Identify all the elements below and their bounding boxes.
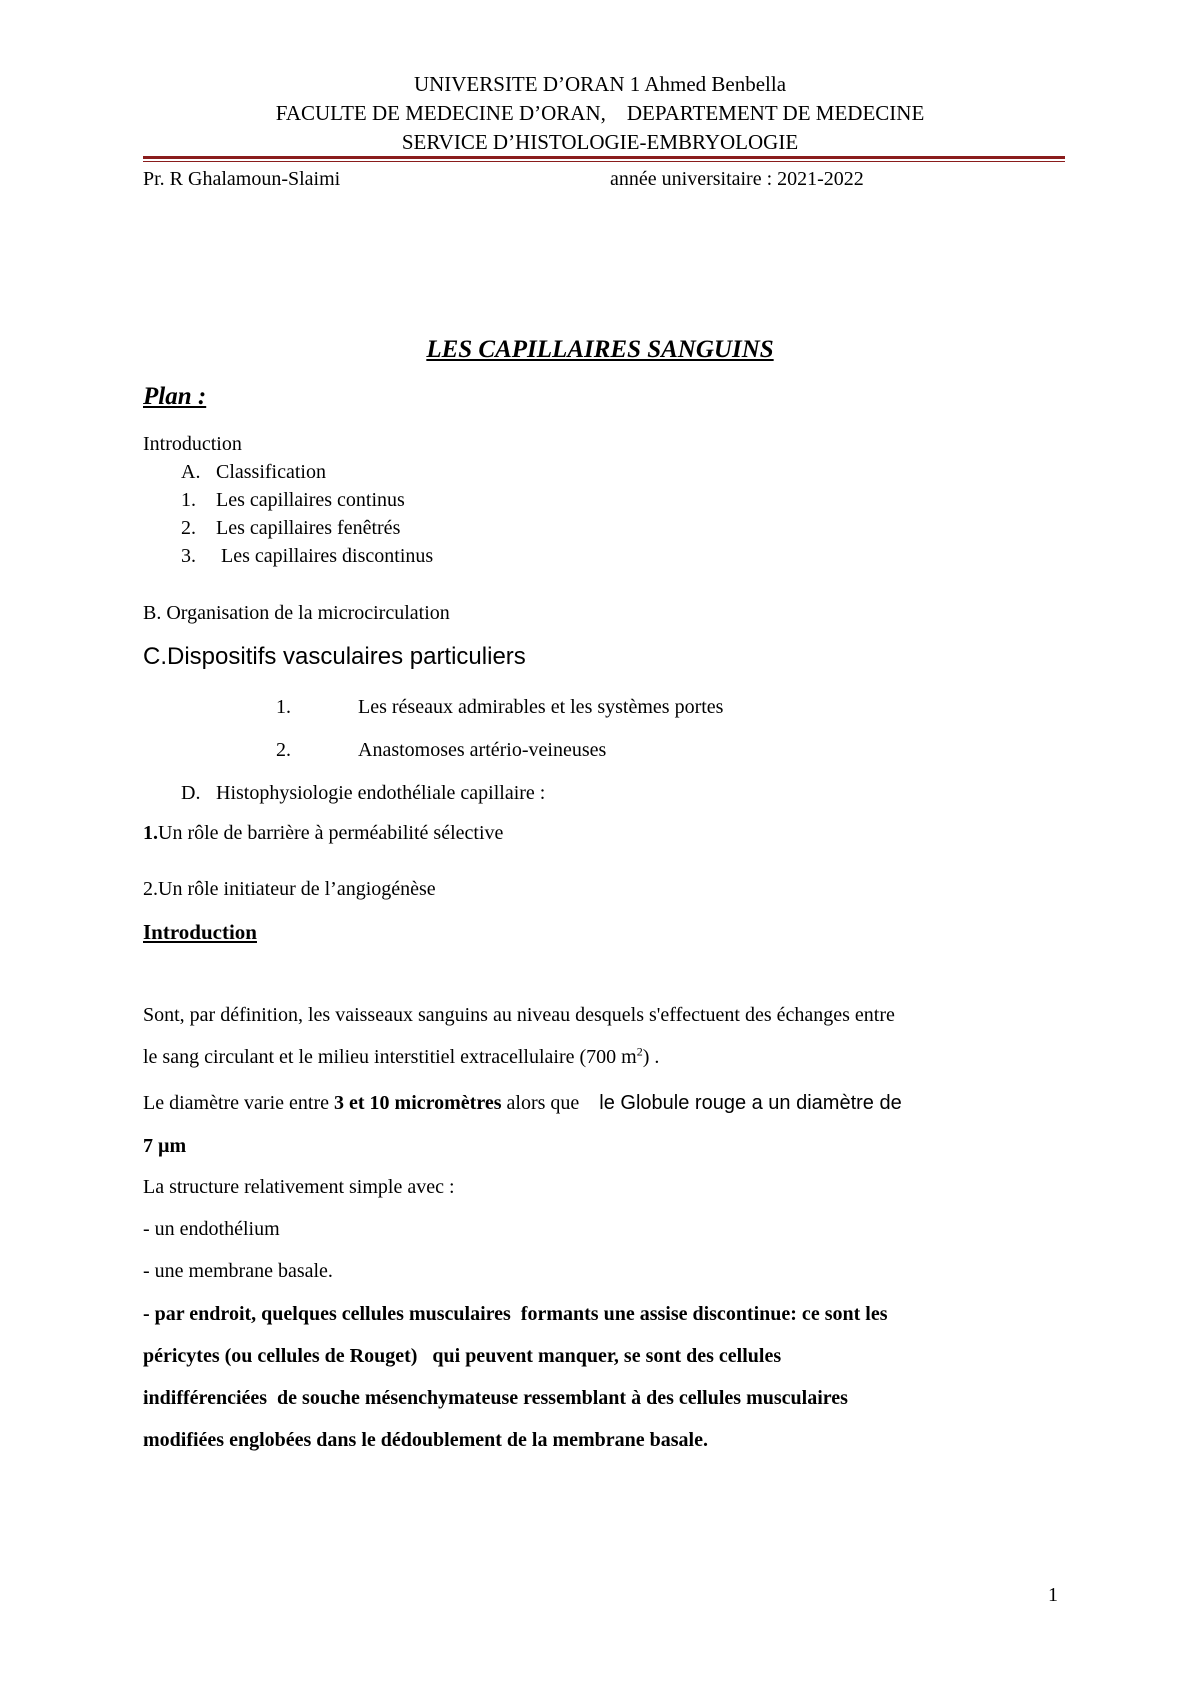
intro-list-item: - un endothélium — [143, 1218, 280, 1240]
header-author: Pr. R Ghalamoun-Slaimi — [143, 168, 341, 190]
plan-a-label: A. — [181, 461, 201, 483]
plan-c-item-text: Les réseaux admirables et les systèmes portes — [358, 696, 724, 718]
plan-b: B. Organisation de la microcirculation — [143, 602, 450, 624]
document-title: LES CAPILLAIRES SANGUINS — [426, 336, 774, 363]
plan-d1-text: Un rôle de barrière à perméabilité sélective — [158, 822, 504, 844]
plan-item-text: Les capillaires continus — [216, 489, 405, 511]
plan-item-text: Les capillaires discontinus — [216, 545, 434, 567]
intro-bold-line: modifiées englobées dans le dédoublement de la membrane basale. — [143, 1429, 708, 1451]
header-rule-thin — [143, 161, 1065, 162]
intro-p2 — [143, 1092, 902, 1115]
plan-d2: 2.Un rôle initiateur de l’angiogénèse — [143, 878, 436, 900]
plan-item-num: 1. — [181, 489, 196, 511]
superscript-2: 2 — [636, 1044, 643, 1059]
page-number: 1 — [1048, 1584, 1058, 1606]
header-year: année universitaire : 2021-2022 — [610, 168, 864, 190]
plan-c-item-num: 2. — [276, 739, 291, 761]
intro-list-item: - une membrane basale. — [143, 1260, 333, 1282]
intro-p2-value: 7 µm — [143, 1135, 187, 1157]
header-faculty: FACULTE DE MEDECINE D’ORAN, DEPARTEMENT DE MEDECINE — [275, 101, 925, 125]
plan-d1 — [143, 822, 503, 845]
intro-p2-bold: 3 et 10 micromètres — [334, 1092, 502, 1114]
plan-intro: Introduction — [143, 433, 242, 455]
intro-heading: Introduction — [143, 920, 257, 944]
intro-p1-line2-text: le sang circulant et le milieu interstitiel extracellulaire (700 m — [143, 1046, 637, 1068]
intro-p2-text: Le diamètre varie entre — [143, 1092, 334, 1114]
intro-bold-line: indifférenciées de souche mésenchymateuse ressemblant à des cellules musculaires — [143, 1387, 848, 1409]
intro-p3: La structure relativement simple avec : — [143, 1176, 455, 1198]
plan-heading: Plan : — [143, 383, 207, 410]
plan-item-num: 2. — [181, 517, 196, 539]
intro-p1-line2-end: ) . — [642, 1046, 660, 1068]
intro-p1-line1: Sont, par définition, les vaisseaux sanguins au niveau desquels s'effectuent des échanges entre — [143, 1004, 895, 1026]
header-service: SERVICE D’HISTOLOGIE-EMBRYOLOGIE — [401, 130, 799, 154]
plan-c-item-num: 1. — [276, 696, 291, 718]
plan-c-item-text: Anastomoses artério-veineuses — [358, 739, 607, 761]
intro-bold-line: péricytes (ou cellules de Rouget) qui peuvent manquer, se sont des cellules — [143, 1345, 782, 1367]
plan-d-label: D. — [181, 782, 201, 804]
plan-a-text: Classification — [216, 461, 326, 483]
header-rule-thick — [143, 156, 1065, 159]
plan-item-num: 3. — [181, 545, 196, 567]
intro-p1-line2 — [143, 1046, 659, 1069]
plan-d-text: Histophysiologie endothéliale capillaire : — [216, 782, 546, 804]
plan-c: C.Dispositifs vasculaires particuliers — [143, 643, 526, 670]
plan-d1-num: 1. — [143, 822, 158, 844]
plan-item-text: Les capillaires fenêtrés — [216, 517, 401, 539]
intro-p2-text-c: le Globule rouge a un diamètre de — [599, 1092, 902, 1114]
header-university: UNIVERSITE D’ORAN 1 Ahmed Benbella — [413, 72, 787, 96]
intro-bold-line: - par endroit, quelques cellules musculaires formants une assise discontinue: ce sont les — [143, 1303, 888, 1325]
intro-p2-text-b: alors que — [501, 1092, 600, 1114]
